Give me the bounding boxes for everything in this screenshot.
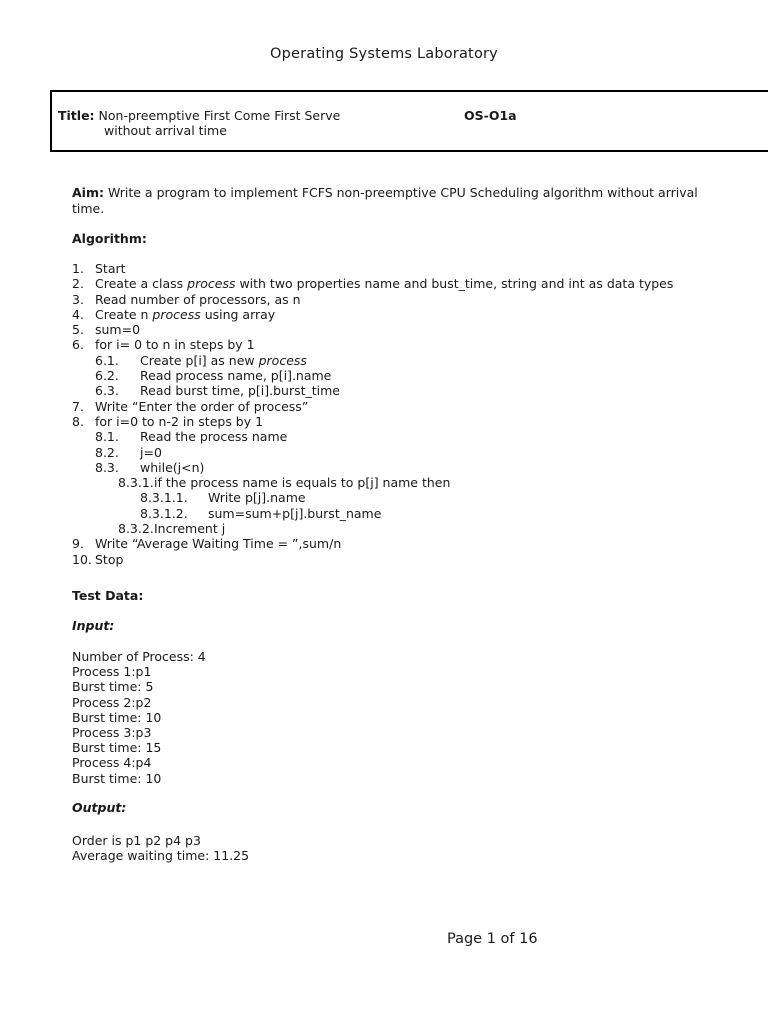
step-text-emphasis: process [152, 306, 201, 322]
step-text [95, 307, 275, 322]
step-number: 8.3.1.2. [140, 505, 188, 521]
input-line: Burst time: 10 [72, 709, 162, 725]
step-text [140, 445, 162, 460]
step-number: 9. [72, 536, 84, 552]
step-text [95, 292, 301, 307]
output-line: Average waiting time: 11.25 [72, 848, 250, 864]
step-text-part: for i= 0 to n in steps by 1 [95, 337, 255, 353]
step-text [154, 521, 225, 536]
step-text-part: Start [95, 261, 126, 276]
output-heading: Output: [72, 800, 127, 815]
step-text [95, 536, 341, 551]
step-text-part: Read burst time, p[i].burst_time [140, 383, 340, 399]
title-box [50, 90, 768, 152]
document-header: Operating Systems Laboratory [270, 46, 498, 62]
step-number: 1. [72, 261, 84, 276]
title-line [58, 108, 340, 123]
step-text [140, 368, 331, 383]
step-text-part: Write “Enter the order of process” [95, 398, 309, 414]
step-text-part: Create p[i] as new [140, 352, 259, 368]
step-text-part: for i=0 to n-2 in steps by 1 [95, 413, 264, 429]
step-number: 6.1. [95, 352, 119, 368]
step-text [208, 490, 306, 505]
step-number: 2. [72, 276, 84, 292]
step-text-part: Read the process name [140, 429, 288, 445]
input-line: Process 1:p1 [72, 664, 152, 680]
step-text-part: Write “Average Waiting Time = ”,sum/n [95, 536, 342, 552]
step-text-part: sum=sum+p[j].burst_name [208, 505, 382, 521]
step-text-part: Read process name, p[i].name [140, 368, 332, 384]
title-label: Title: [58, 108, 95, 123]
input-lines [72, 649, 712, 786]
step-text-part: with two properties name and bust_time, string and int as data types [235, 276, 674, 292]
step-text [95, 552, 123, 567]
input-line: Number of Process: 4 [72, 649, 206, 664]
input-line: Burst time: 5 [72, 679, 154, 695]
experiment-code: OS-O1a [464, 108, 517, 123]
step-text [208, 506, 381, 521]
aim-text: Write a program to implement FCFS non-preemptive CPU Scheduling algorithm without arrival time. [72, 185, 698, 216]
step-text-part: Create a class [95, 276, 188, 292]
step-text [140, 383, 340, 398]
step-text-part: sum=0 [95, 322, 141, 338]
input-line: Burst time: 15 [72, 740, 162, 756]
step-text-emphasis: process [258, 352, 307, 368]
input-line: Burst time: 10 [72, 770, 162, 786]
aim-paragraph [72, 185, 712, 216]
step-text-part: Create n [95, 306, 153, 322]
step-text [95, 276, 673, 291]
step-number: 4. [72, 306, 84, 322]
step-number: 3. [72, 291, 84, 307]
step-text [95, 337, 255, 352]
output-line: Order is p1 p2 p4 p3 [72, 833, 201, 848]
step-text-emphasis: process [187, 276, 236, 292]
step-number: 5. [72, 322, 84, 338]
algorithm-heading: Algorithm: [72, 231, 147, 246]
step-number: 10. [72, 551, 92, 567]
step-number: 8.3.1. [118, 475, 154, 491]
input-line: Process 2:p2 [72, 694, 152, 710]
title-text-line2: without arrival time [104, 123, 227, 138]
aim-label: Aim: [72, 185, 104, 200]
step-text-part: Increment j [154, 521, 226, 537]
step-text [140, 353, 307, 368]
input-line: Process 4:p4 [72, 755, 152, 771]
step-number: 6. [72, 337, 84, 353]
step-number: 8.3. [95, 459, 119, 475]
step-text [95, 399, 308, 414]
step-text-part: Read number of processors, as n [95, 291, 301, 307]
step-number: 6.2. [95, 368, 119, 384]
step-text [140, 429, 287, 444]
step-number: 8.2. [95, 444, 119, 460]
page-number: Page 1 of 16 [447, 931, 538, 947]
step-text-part: Write p[j].name [208, 490, 306, 506]
input-heading: Input: [72, 618, 115, 633]
step-text [95, 261, 126, 276]
step-number: 6.3. [95, 383, 119, 399]
step-text [140, 460, 204, 475]
step-text-part: while(j<n) [140, 459, 205, 475]
step-number: 8. [72, 413, 84, 429]
step-text-part: Stop [95, 551, 124, 567]
step-text-part: j=0 [140, 444, 162, 460]
step-text-part: if the process name is equals to p[j] name then [154, 475, 451, 491]
test-data-heading: Test Data: [72, 588, 144, 603]
step-number: 7. [72, 398, 84, 414]
step-text-part: using array [200, 306, 276, 322]
step-text [95, 414, 263, 429]
step-text [154, 475, 450, 490]
step-number: 8.3.2. [118, 521, 154, 537]
input-line: Process 3:p3 [72, 725, 152, 741]
step-number: 8.1. [95, 429, 119, 445]
output-lines [72, 833, 712, 863]
title-text-line1: Non-preemptive First Come First Serve [94, 108, 341, 123]
step-number: 8.3.1.1. [140, 490, 188, 506]
step-text [95, 322, 140, 337]
